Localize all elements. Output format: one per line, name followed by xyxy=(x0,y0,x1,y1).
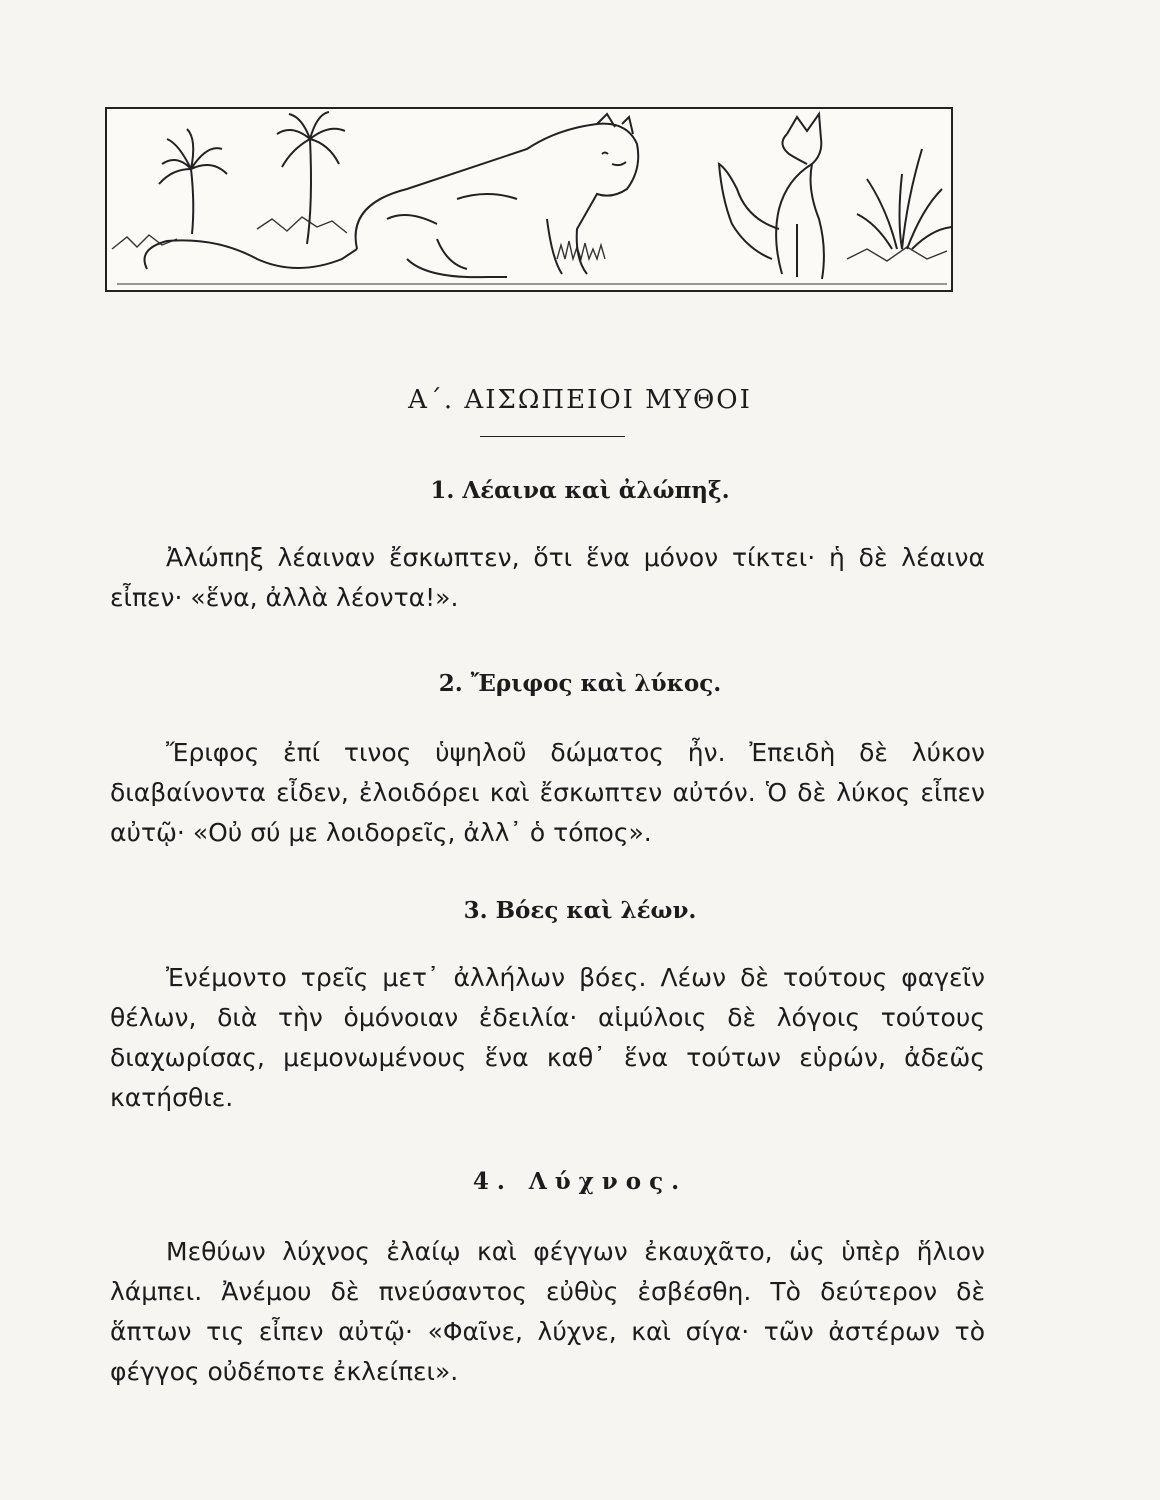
agave-plant-icon xyxy=(857,149,952,249)
illustration-banner xyxy=(105,107,953,292)
title-divider xyxy=(480,436,625,437)
fable-1-text: Ἀλώπηξ λέαιναν ἔσκωπτεν, ὅτι ἕνα μόνον τίκτει· ἡ δὲ λέαινα εἶπεν· «ἕνα, ἀλλὰ λέοντα!». xyxy=(110,543,985,612)
fable-3-text: Ἐνέμοντο τρεῖς μετ᾽ ἀλλήλων βόες. Λέων δὲ τούτους φαγεῖν θέλων, διὰ τὴν ὁμόνοιαν ἐδειλία· αἱμύλοις δὲ λόγοις τούτους διαχωρίσας, μεμονωμένους ἕνα καθ᾽ ἕνα τούτων εὑρών, ἀδεῶς κατήσθιε. xyxy=(110,963,985,1112)
fable-2-text: Ἔριφος ἐπί τινος ὑψηλοῦ δώματος ἦν. Ἐπειδὴ δὲ λύκον διαβαίνοντα εἶδεν, ἐλοιδόρει καὶ ἔσκωπτεν αὐτόν. Ὁ δὲ λύκος εἶπεν αὐτῷ· «Οὐ σύ με λοιδορεῖς, ἀλλ᾽ ὁ τόπος». xyxy=(110,738,985,847)
fable-4-text: Μεθύων λύχνος ἐλαίῳ καὶ φέγγων ἐκαυχᾶτο, ὡς ὑπὲρ ἥλιον λάμπει. Ἀνέμου δὲ πνεύσαντος εὐθὺς ἐσβέσθη. Τὸ δεύτερον δὲ ἅπτων τις εἶπεν αὐτῷ· «Φαῖνε, λύχνε, καὶ σίγα· τῶν ἀστέρων τὸ φέγγος οὐδέποτε ἐκλείπει». xyxy=(110,1237,985,1386)
lioness-icon xyxy=(145,114,639,277)
palm-tree-icon xyxy=(277,112,345,244)
fable-2-title: 2. Ἔριφος καὶ λύκος. xyxy=(438,670,722,697)
fable-1-title: 1. Λέαινα καὶ ἀλώπηξ. xyxy=(430,477,730,504)
fable-4-title: 4. Λύχνος. xyxy=(472,1168,688,1195)
section-title: Α΄. ΑΙΣΩΠΕΙΟΙ ΜΥΘΟΙ xyxy=(408,385,752,415)
fox-icon xyxy=(719,114,824,279)
fable-3-title: 3. Βόες καὶ λέων. xyxy=(463,897,697,924)
palm-tree-icon xyxy=(159,129,227,234)
